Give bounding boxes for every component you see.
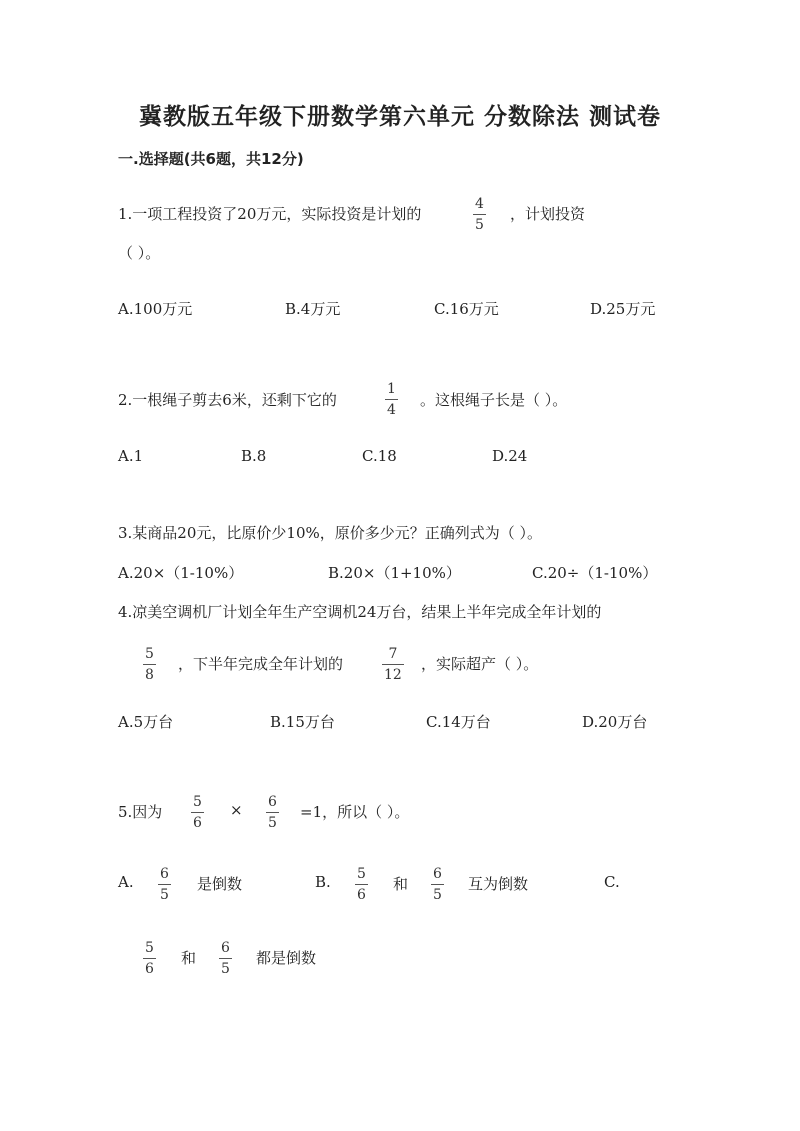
fraction-numerator: 1 — [387, 381, 396, 397]
fraction-numerator: 4 — [475, 196, 484, 212]
q2-fraction — [385, 381, 398, 418]
q1-option-c[interactable]: C.16万元 — [434, 300, 499, 318]
option-text: 都是倒数 — [256, 949, 317, 967]
q4-option-b[interactable]: B.15万台 — [270, 713, 335, 731]
fraction-denominator: 5 — [268, 815, 277, 831]
option-text: 是倒数 — [197, 875, 243, 893]
option-and: 和 — [393, 875, 409, 893]
q1-stem-part-b: ，计划投资 — [510, 205, 586, 223]
q5-fraction-2 — [266, 794, 279, 831]
fraction-denominator: 5 — [160, 887, 169, 903]
fraction-denominator: 6 — [193, 815, 202, 831]
section-heading: 一.选择题(共6题，共12分) — [118, 150, 304, 168]
q4-fraction-1 — [143, 646, 156, 683]
fraction-denominator: 5 — [221, 961, 230, 977]
q3-stem: 3.某商品20元，比原价少10%，原价多少元？正确列式为（ ）。 — [118, 524, 543, 542]
fraction-bar — [219, 958, 232, 959]
fraction-bar — [355, 884, 368, 885]
fraction-numerator: 5 — [357, 866, 366, 882]
fraction-bar — [431, 884, 444, 885]
q2-option-a[interactable]: A.1 — [118, 447, 144, 465]
q5-times-sign: × — [230, 801, 243, 819]
q1-fraction — [473, 196, 486, 233]
q5-stem-part-b: =1，所以（ ）。 — [300, 803, 410, 821]
fraction-denominator: 8 — [145, 667, 154, 683]
fraction-denominator: 4 — [387, 402, 396, 418]
fraction-numerator: 6 — [221, 940, 230, 956]
q4-option-d[interactable]: D.20万台 — [582, 713, 648, 731]
fraction-bar — [266, 812, 279, 813]
q5-stem-part-a: 5.因为 — [118, 803, 163, 821]
q2-stem-part-b: 。这根绳子长是（ ）。 — [420, 391, 568, 409]
q4-stem-part-a: 4.凉美空调机厂计划全年生产空调机24万台，结果上半年完成全年计划的 — [118, 603, 602, 621]
fraction-numerator: 7 — [388, 646, 398, 662]
fraction-numerator: 6 — [268, 794, 277, 810]
fraction-bar — [473, 214, 486, 215]
q1-option-b[interactable]: B.4万元 — [285, 300, 341, 318]
q2-stem-part-a: 2.一根绳子剪去6米，还剩下它的 — [118, 391, 337, 409]
fraction-numerator: 5 — [145, 646, 154, 662]
q1-option-a[interactable]: A.100万元 — [118, 300, 193, 318]
q4-stem-part-b: ，下半年完成全年计划的 — [178, 655, 344, 673]
q3-option-a[interactable]: A.20×（1-10%） — [118, 564, 244, 582]
option-fraction-2 — [431, 866, 444, 903]
option-fraction-2 — [219, 940, 232, 977]
q4-fraction-2 — [382, 646, 404, 683]
option-label: C. — [604, 873, 620, 891]
q4-option-c[interactable]: C.14万台 — [426, 713, 491, 731]
fraction-denominator: 5 — [433, 887, 442, 903]
fraction-denominator: 6 — [145, 961, 154, 977]
fraction-bar — [143, 664, 156, 665]
q2-option-d[interactable]: D.24 — [492, 447, 528, 465]
q3-option-c[interactable]: C.20÷（1-10%） — [532, 564, 658, 582]
q1-stem-part-a: 1.一项工程投资了20万元，实际投资是计划的 — [118, 205, 422, 223]
option-label: A. — [118, 873, 134, 891]
q2-option-b[interactable]: B.8 — [241, 447, 267, 465]
fraction-denominator: 12 — [384, 667, 402, 683]
fraction-bar — [158, 884, 171, 885]
option-fraction-1 — [143, 940, 156, 977]
q1-option-d[interactable]: D.25万元 — [590, 300, 656, 318]
q4-stem-part-c: ，实际超产（ ）。 — [421, 655, 539, 673]
fraction-numerator: 5 — [193, 794, 202, 810]
q3-option-b[interactable]: B.20×（1+10%） — [328, 564, 461, 582]
option-and: 和 — [181, 949, 197, 967]
q4-option-a[interactable]: A.5万台 — [118, 713, 174, 731]
fraction-bar — [385, 399, 398, 400]
q5-fraction-1 — [191, 794, 204, 831]
fraction-numerator: 6 — [160, 866, 169, 882]
page-title: 冀教版五年级下册数学第六单元 分数除法 测试卷 — [138, 104, 661, 130]
q1-answer-blank: （ ）。 — [118, 244, 161, 262]
fraction-numerator: 6 — [433, 866, 442, 882]
fraction-bar — [382, 664, 404, 665]
fraction-bar — [143, 958, 156, 959]
option-text: 互为倒数 — [468, 875, 529, 893]
option-fraction-1 — [355, 866, 368, 903]
fraction-denominator: 6 — [357, 887, 366, 903]
option-label: B. — [315, 873, 331, 891]
option-fraction — [158, 866, 171, 903]
fraction-numerator: 5 — [145, 940, 154, 956]
fraction-denominator: 5 — [475, 217, 484, 233]
fraction-bar — [191, 812, 204, 813]
q2-option-c[interactable]: C.18 — [362, 447, 397, 465]
